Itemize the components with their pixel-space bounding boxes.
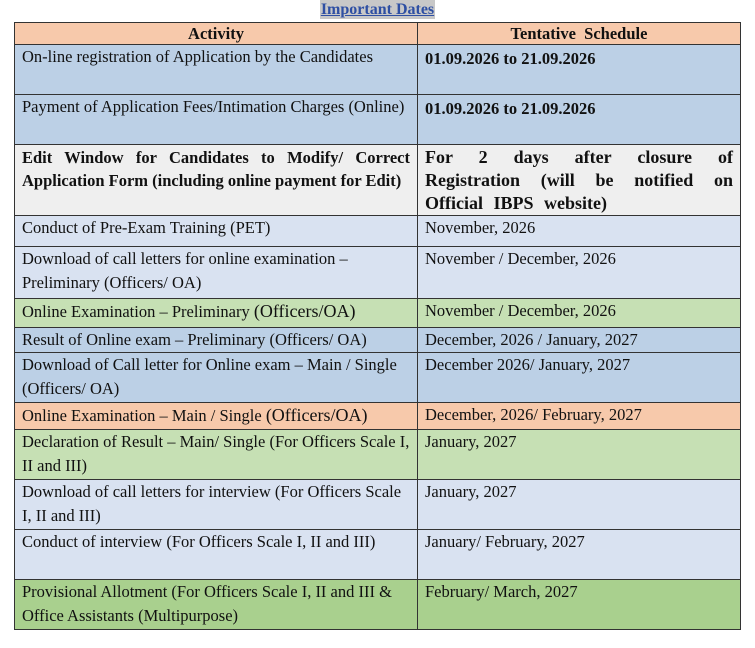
table-row [15,530,741,580]
activity-cell: Edit Window for Candidates to Modify/ Correct Application Form (including online payment for Edit) [15,145,418,216]
activity-cell: Provisional Allotment (For Officers Scale I, II and III & Office Assistants (Multipurpose) [15,580,418,630]
table-row [15,145,741,216]
table-row [15,45,741,95]
schedule-cell: January, 2027 [418,430,741,480]
activity-group-text: (Officers/OA) [253,301,356,321]
table-row [15,299,741,328]
schedule-cell: November / December, 2026 [418,247,741,299]
schedule-cell: December 2026/ January, 2027 [418,353,741,403]
activity-cell: Download of call letters for interview (For Officers Scale I, II and III) [15,480,418,530]
table-row [15,580,741,630]
activity-cell: Download of Call letter for Online exam – Main / Single (Officers/ OA) [15,353,418,403]
table-row [15,328,741,353]
schedule-cell: January, 2027 [418,480,741,530]
column-header-activity: Activity [15,23,418,45]
schedule-cell: December, 2026 / January, 2027 [418,328,741,353]
activity-cell: Download of call letters for online examination – Preliminary (Officers/ OA) [15,247,418,299]
schedule-cell: 01.09.2026 to 21.09.2026 [418,45,741,95]
activity-cell [15,403,418,430]
table-row [15,95,741,145]
schedule-cell: January/ February, 2027 [418,530,741,580]
schedule-cell: November / December, 2026 [418,299,741,328]
table-row [15,216,741,247]
activity-cell: Payment of Application Fees/Intimation Charges (Online) [15,95,418,145]
schedule-cell: For 2 days after closure of Registration (will be notified on Official IBPS website) [418,145,741,216]
activity-text: Online Examination – Preliminary [22,302,254,321]
table-row [15,403,741,430]
schedule-cell: 01.09.2026 to 21.09.2026 [418,95,741,145]
important-dates-table [14,22,741,630]
table-row [15,353,741,403]
column-header-schedule: Tentative Schedule [418,23,741,45]
schedule-cell: December, 2026/ February, 2027 [418,403,741,430]
schedule-cell: February/ March, 2027 [418,580,741,630]
activity-cell: Result of Online exam – Preliminary (Officers/ OA) [15,328,418,353]
table-header-row [15,23,741,45]
activity-cell: Declaration of Result – Main/ Single (For Officers Scale I, II and III) [15,430,418,480]
activity-cell: Conduct of Pre-Exam Training (PET) [15,216,418,247]
activity-cell: Conduct of interview (For Officers Scale I, II and III) [15,530,418,580]
table-row [15,247,741,299]
table-row [15,430,741,480]
activity-group-text: (Officers/OA) [265,405,368,425]
table-row [15,480,741,530]
page-title: Important Dates [320,1,435,18]
activity-cell [15,299,418,328]
schedule-cell: November, 2026 [418,216,741,247]
activity-text: Online Examination – Main / Single [22,406,266,425]
activity-cell: On-line registration of Application by the Candidates [15,45,418,95]
